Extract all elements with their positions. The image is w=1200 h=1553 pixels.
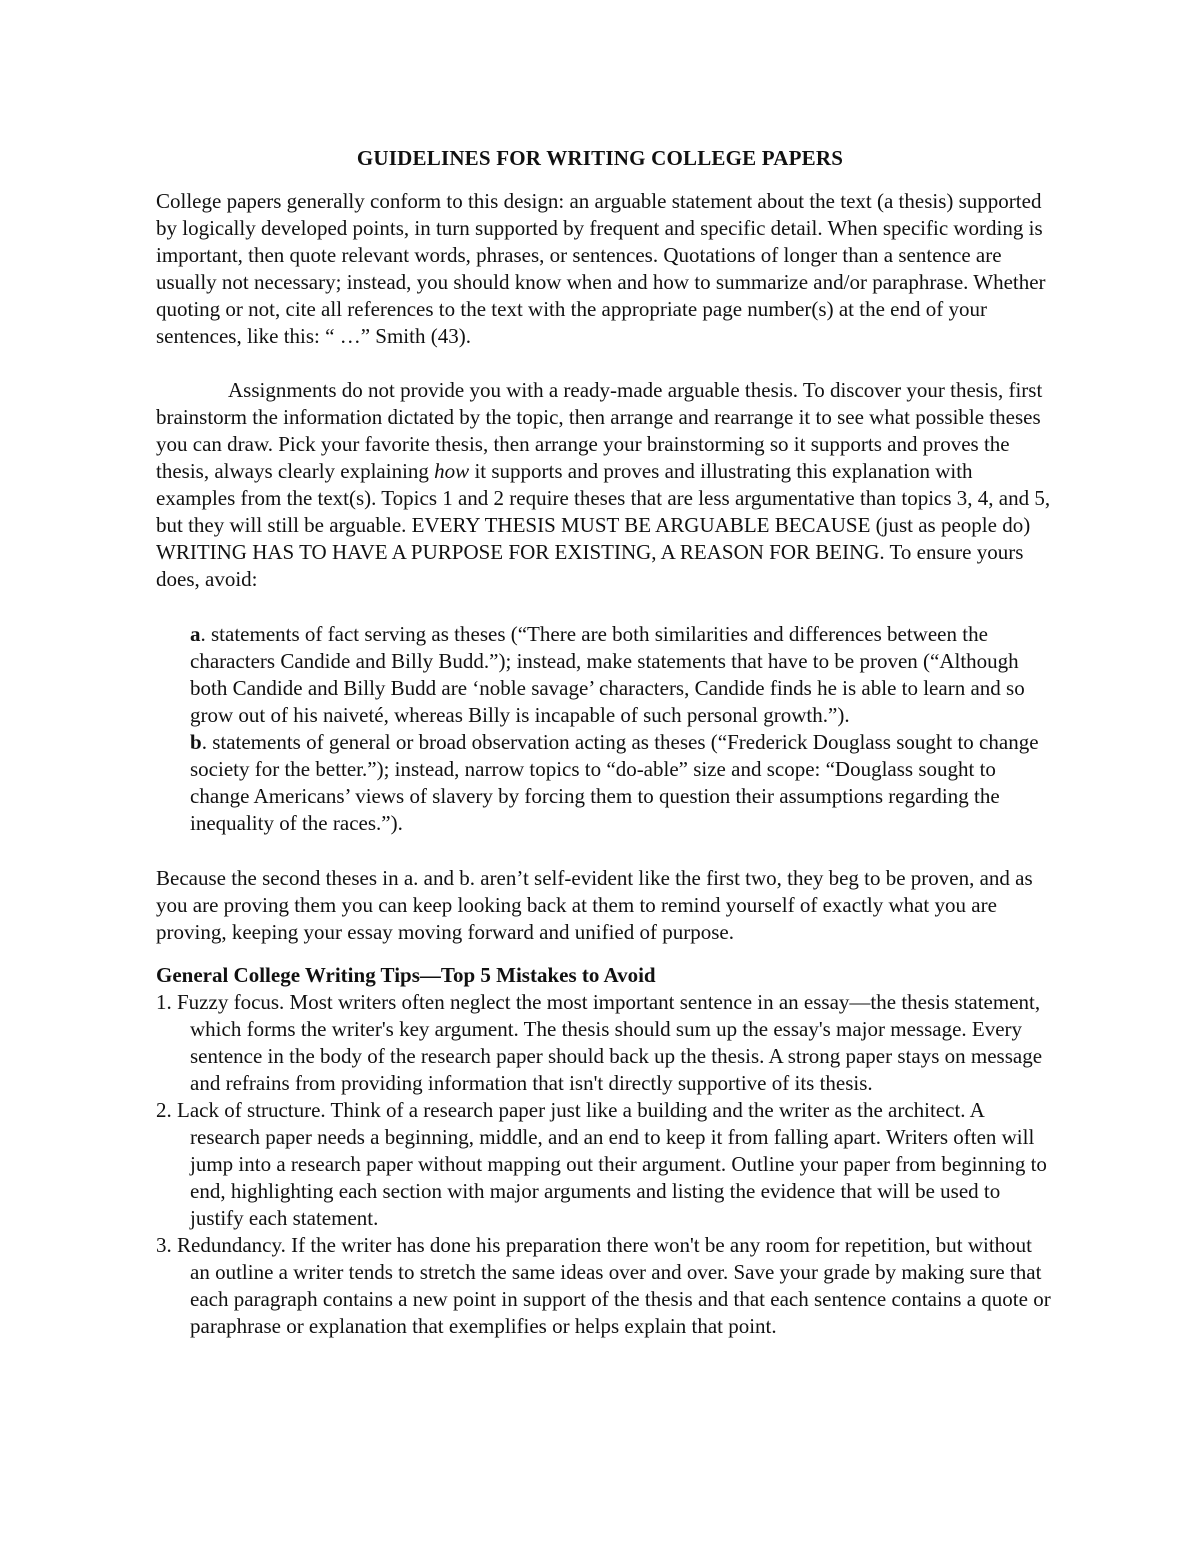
avoid-item-letter: b xyxy=(190,730,202,754)
document-title: GUIDELINES FOR WRITING COLLEGE PAPERS xyxy=(356,146,844,170)
thesis-paragraph-text-1: Assignments do not provide you with a ready-made arguable thesis. To discover your thesis, first brainstorm the information dictated by the topic, then arrange and rearrange it to see what possible theses you can draw. Pick your favorite thesis, then arrange your brainstorming so it supports and proves the thesis, always clearly explaining xyxy=(156,378,1043,483)
thesis-paragraph-italic: how xyxy=(434,459,470,483)
avoid-item-text: . statements of general or broad observation acting as theses (“Frederick Douglass sought to change society for the better.”); instead, narrow topics to “do-able” size and scope: “Douglass sought to change Americans’ views of slavery by forcing them to question their assumptions regarding the inequality of the races.”). xyxy=(190,730,1039,835)
tip-text: Lack of structure. Think of a research paper just like a building and the writer as the architect. A research paper needs a beginning, middle, and an end to keep it from falling apart. Writers often will jump into a research paper without mapping out their argument. Outline your paper from beginning to end, highlighting each section with major arguments and listing the evidence that will be used to justify each statement. xyxy=(177,1098,1047,1230)
tip-number: 3. xyxy=(156,1233,172,1257)
tip-item xyxy=(156,989,1056,1097)
tip-text: Fuzzy focus. Most writers often neglect the most important sentence in an essay—the thesis statement, which forms the writer's key argument. The thesis should sum up the essay's major message. Every sentence in the body of the research paper should back up the thesis. A strong paper stays on message and refrains from providing information that isn't directly supportive of its thesis. xyxy=(177,990,1043,1095)
avoid-item-text: . statements of fact serving as theses (“There are both similarities and differences between the characters Candide and Billy Budd.”); instead, make statements that have to be proven (“Although both Candide and Billy Budd are ‘noble savage’ characters, Candide finds he is able to learn and so grow out of his naiveté, whereas Billy is incapable of such personal growth.”). xyxy=(190,622,1025,727)
avoid-list xyxy=(156,621,1056,837)
tip-number: 2. xyxy=(156,1098,172,1122)
tips-list xyxy=(156,989,1056,1340)
avoid-item-letter: a xyxy=(190,622,201,646)
closing-paragraph: Because the second theses in a. and b. aren’t self-evident like the first two, they beg to be proven, and as you are proving them you can keep looking back at them to remind yourself of exactly what you are proving, keeping your essay moving forward and unified of purpose. xyxy=(156,866,1033,944)
tip-item xyxy=(156,1097,1056,1232)
avoid-item-a xyxy=(190,621,1056,729)
tip-text: Redundancy. If the writer has done his preparation there won't be any room for repetition, but without an outline a writer tends to stretch the same ideas over and over. Save your grade by making sure that each paragraph contains a new point in support of the thesis and that each sentence contains a quote or paraphrase or explanation that exemplifies or helps explain that point. xyxy=(177,1233,1051,1338)
tip-number: 1. xyxy=(156,990,172,1014)
avoid-item-b xyxy=(190,729,1056,837)
tips-heading: General College Writing Tips—Top 5 Mistakes to Avoid xyxy=(156,963,656,987)
thesis-paragraph-text-2: it supports and proves and illustrating this explanation with examples from the text(s). Topics 1 and 2 require theses that are less argumentative than topics 3, 4, and 5, but they will still be arguable. EVERY THESIS MUST BE ARGUABLE BECAUSE (just as people do) WRITING HAS TO HAVE A PURPOSE FOR EXISTING, A REASON FOR BEING. To ensure yours does, avoid: xyxy=(156,459,1051,591)
thesis-paragraph xyxy=(156,377,1056,593)
intro-paragraph: College papers generally conform to this design: an arguable statement about the text (a thesis) supported by logically developed points, in turn supported by frequent and specific detail. When specific wording is important, then quote relevant words, phrases, or sentences. Quotations of longer than a sentence are usually not necessary; instead, you should know when and how to summarize and/or paraphrase. Whether quoting or not, cite all references to the text with the appropriate page number(s) at the end of your sentences, like this: “ …” Smith (43). xyxy=(156,189,1046,348)
tip-item xyxy=(156,1232,1056,1340)
